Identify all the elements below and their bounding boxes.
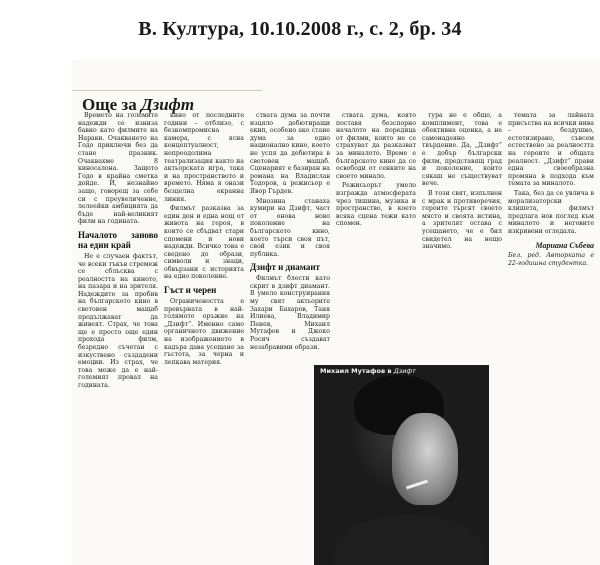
col3-paragraph-1: ствата дума за почти изцяло дебютиращи екип, особено ако стане дума за едно национално кино, което не успя да дебютира в световен мащаб. Сценарият е базиран на романа на Владислав Тодоров, а режисьор е Явор Гърдев.: [250, 112, 330, 195]
editor-note: Бел. ред. Авторката е 22-годишна студентка.: [508, 252, 594, 267]
actor-photo: [314, 365, 489, 565]
col4-paragraph-2: Режисьорът умело изгражда атмосферата чрез тишина, музика и пространство, в което всяка сцена тежи като спомен.: [336, 182, 416, 228]
author-name: Мариана Събева: [535, 240, 594, 250]
headline-title: Дзифт: [140, 95, 195, 114]
column-5: [422, 112, 502, 360]
caption-name: Михаил Мутафов в: [320, 367, 394, 375]
col1-paragraph-1: Времето на големите надежди се изниза бавно като филмите на Нарави. Очакването на Годо приключи без да стане празник. Очаквахме 8 киносалона. Защото Годо в крайна сметка дойде. И, незнайно защо, говорещ за себе си с преувеличение, лелеейки амбицията да бъде най-великият филм на годината.: [78, 112, 158, 226]
photo-face-shape: [392, 413, 458, 505]
col6-paragraph-1: темата за лайната присъства на всички нива – бездушно, естетизирано, съвсем естествено за реалността на героите и общата реалност. „Дзифт“ прави една своеобразна промяна в подхода към темата за миналото.: [508, 112, 594, 188]
masthead: В. Култура, 10.10.2008 г., с. 2, бр. 34: [138, 18, 462, 40]
col1-paragraph-2: Не е случаен фактът, че всеки тъкъв стремеж се сблъсква с реалността на киното, на пазара и на зрителя. Надеждите за пробив на българското кино в световен мащаб продължават да живеят. Страх, че това ще е просто още един прохода филм, безредно съчетан с изкуствено създадени емоции. Из страх, че това може да е най-големият провал на годината.: [78, 252, 158, 389]
top-rule: [72, 90, 262, 91]
headline-lead: Още за: [82, 95, 141, 114]
col5-paragraph-2: В този свят, изпълнен с мрак и противоречия, героите търсят своето място и своята истина, а зрителят остава с усещането, че е бил свидетел на нещо значимо.: [422, 189, 502, 251]
col2-paragraph-1: кино от последните години – отблизо, с безкомпромисна камера, с ясна концептуалност, непреодолима театрализация както на актьорската игра, така и на пространството и времето. Няма я онази безцелна екранна линия.: [164, 112, 244, 203]
article-page: [72, 60, 600, 565]
photo-shoulder-shape: [334, 515, 484, 565]
caption-title: Дзифт: [393, 367, 416, 375]
col4-paragraph-1: ствата дума, която поставя безспорно началото на поредица от филми, които не се страхуват да разказват за миналото. Време е българското кино да се освободи от сенките на своето минало.: [336, 112, 416, 180]
subhead-3: Дзифт и диамант: [250, 262, 320, 273]
column-2: [164, 112, 244, 562]
photo-caption: [320, 367, 416, 375]
column-6: [508, 112, 594, 562]
col3-paragraph-3: Филмът блести като скрит в дзифт диамант. В умело конструирания му свят актьорите Захари Бахаров, Таня Илиева, Владимир Пенев, Михаил Мутафов и Джоко Росич създават незабравими образи.: [250, 275, 330, 351]
col5-paragraph-1: тура не е общо, а комплимент, това е обективна оценка, а не самонадеяно твърдение. Да, „Дзифт“ е добър български филм, представящ град и поколение, които сякаш не съществуват вече.: [422, 112, 502, 188]
column-1: [78, 112, 158, 562]
col6-paragraph-2: Така, без да се увлича в морализаторски клишета, филмът предлага нов поглед към миналото и неговите изкривени огледала.: [508, 189, 594, 235]
subhead-1: Началото заново на един край: [78, 229, 158, 250]
col3-paragraph-2: Мнозина станаха кумири на Дзифт, част от онова ново поколение на българското кино, което търси своя път, свой език и своя публика.: [250, 197, 330, 258]
col2-paragraph-3: Ограничеността е превърната в най-голямото оръжие на „Дзифт“. Именно само органичното движение на изображението в кадъра дава усещане за гъстота, за черна и лепкава материя.: [164, 298, 244, 366]
column-4: [336, 112, 416, 360]
col2-paragraph-2: Филмът разказва за един ден и една нощ от живота на героя, в които се сбъдват стари спомени и нови надежди. Всичко това е сведено до образи, символи и знаци, обвързани с историята на едно поколение.: [164, 205, 244, 281]
subhead-2: Гъст и черен: [164, 285, 217, 296]
